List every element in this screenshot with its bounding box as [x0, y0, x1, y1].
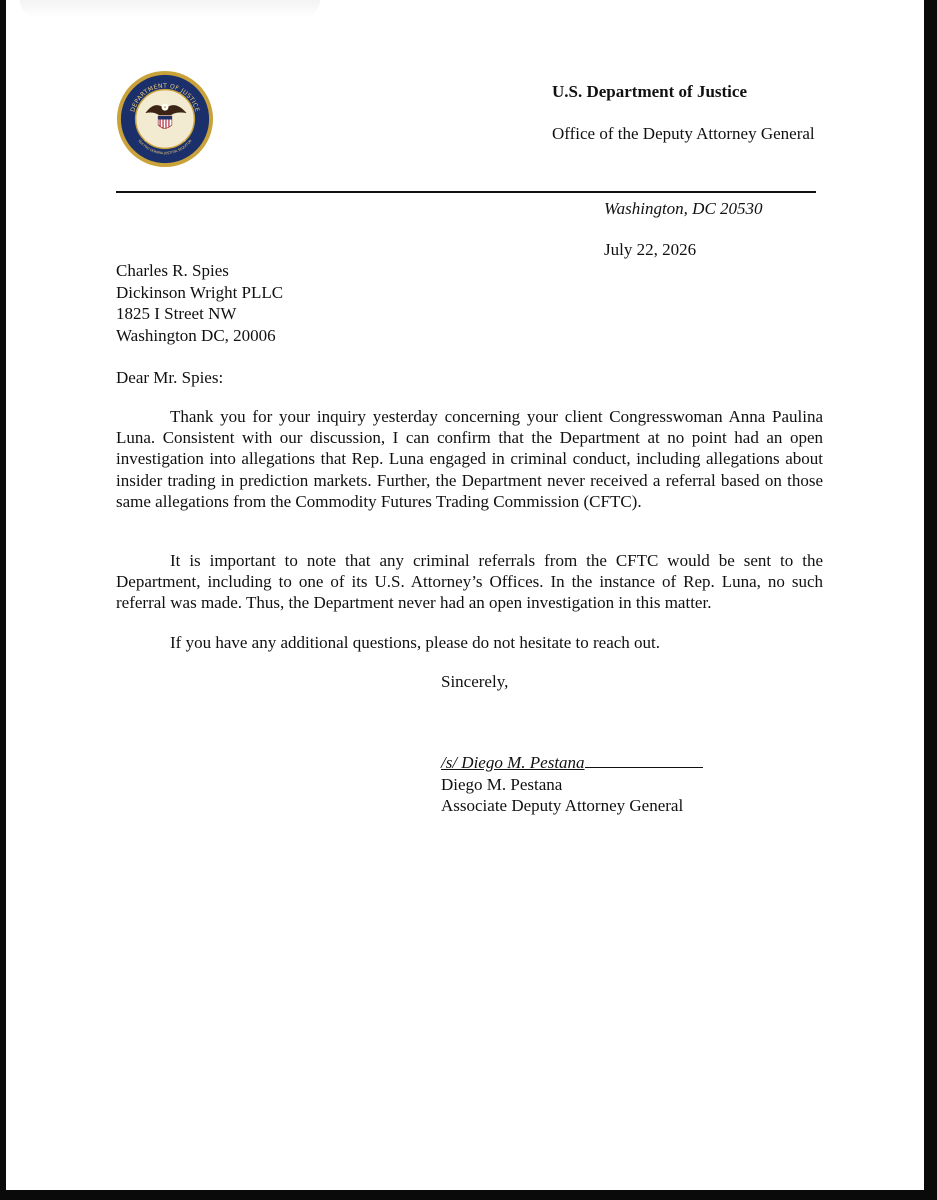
- signature-line: [441, 752, 703, 774]
- e-signature: /s/ Diego M. Pestana: [441, 753, 585, 772]
- letter-date: July 22, 2026: [604, 240, 697, 259]
- recipient-address: [116, 260, 283, 346]
- doj-seal-logo: [116, 70, 214, 168]
- closing: Sincerely,: [441, 672, 509, 691]
- signature-underline: [585, 752, 703, 768]
- recipient-city: Washington DC, 20006: [116, 325, 276, 345]
- recipient-firm: Dickinson Wright PLLC: [116, 282, 284, 302]
- svg-text:QUI PRO DOMINA JUSTITIA SEQUIT: QUI PRO DOMINA JUSTITIA SEQUITUR: [137, 138, 193, 156]
- letterhead-divider: [116, 191, 816, 193]
- body-paragraph-2: It is important to note that any criminal referrals from the CFTC would be sent to the Department, including to one of its U.S. Attorney’s Offices. In the instance of Rep. Luna, no such referral was made. Thus, the Department never had an open investigation in this matter.: [116, 551, 823, 613]
- office-name: Office of the Deputy Attorney General: [552, 124, 815, 143]
- recipient-street: 1825 I Street NW: [116, 304, 237, 323]
- signer-title: Associate Deputy Attorney General: [441, 796, 684, 815]
- signer-name: Diego M. Pestana: [441, 774, 563, 794]
- department-name: U.S. Department of Justice: [552, 82, 747, 101]
- body-paragraph-1: Thank you for your inquiry yesterday concerning your client Congresswoman Anna Paulina Luna. Consistent with our discussion, I can confirm that the Department at no point had an open investigation into allegations that Rep. Luna engaged in criminal conduct, including allegations about insider trading in prediction markets. Further, the Department never received a referral based on those same allegations from the Commodity Futures Trading Commission (CFTC).: [116, 407, 823, 511]
- svg-text:DEPARTMENT OF JUSTICE: DEPARTMENT OF JUSTICE: [129, 82, 201, 113]
- office-city: Washington, DC 20530: [604, 199, 763, 218]
- body-paragraph-3: If you have any additional questions, please do not hesitate to reach out.: [170, 633, 661, 652]
- recipient-name: Charles R. Spies: [116, 261, 229, 280]
- scan-shadow: [20, 0, 320, 18]
- signature-block: [441, 752, 703, 817]
- salutation: Dear Mr. Spies:: [116, 368, 224, 387]
